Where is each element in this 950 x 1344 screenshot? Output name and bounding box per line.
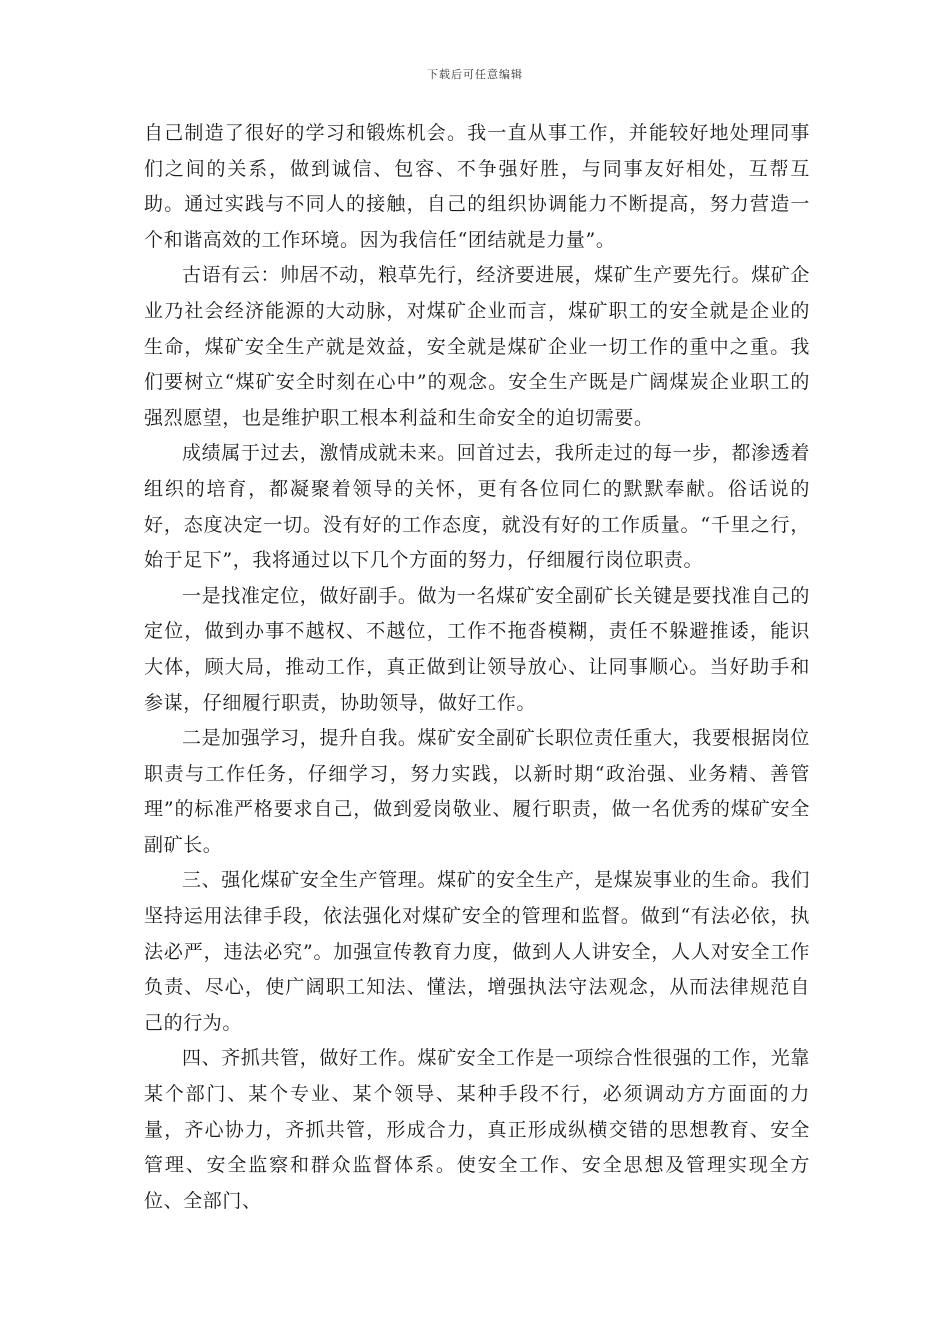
paragraph-4: 一是找准定位，做好副手。做为一名煤矿安全副矿长关键是要找准自己的定位，做到办事不越权、不越位，工作不拖沓模糊，责任不躲避推诿，能识大体，顾大局，推动工作，真正做到让领导放心、让同事顺心。当好助手和参谋，仔细履行职责，协助领导，做好工作。 xyxy=(144,584,810,714)
document-body xyxy=(144,116,810,1219)
paragraph-6: 三、强化煤矿安全生产管理。煤矿的安全生产，是煤炭事业的生命。我们坚持运用法律手段，依法强化对煤矿安全的管理和监督。做到“有法必依，执法必严，违法必究”。加强宣传教育力度，做到人人讲安全，人人对安全工作负责、尽心，使广阔职工知法、懂法，增强执法守法观念，从而法律规范自己的行为。 xyxy=(144,869,810,1034)
paragraph-5: 二是加强学习，提升自我。煤矿安全副矿长职位责任重大，我要根据岗位职责与工作任务，仔细学习，努力实践，以新时期“政治强、业务精、善管理”的标准严格要求自己，做到爱岗敬业、履行职责，做一名优秀的煤矿安全副矿长。 xyxy=(144,727,810,856)
paragraph-1: 自己制造了很好的学习和锻炼机会。我一直从事工作，并能较好地处理同事们之间的关系，做到诚信、包容、不争强好胜，与同事友好相处，互帮互助。通过实践与不同人的接触，自己的组织协调能力不断提高，努力营造一个和谐高效的工作环境。因为我信任“团结就是力量”。 xyxy=(144,122,810,251)
paragraph-2: 古语有云：帅居不动，粮草先行，经济要进展，煤矿生产要先行。煤矿企业乃社会经济能源的大动脉，对煤矿企业而言，煤矿职工的安全就是企业的生命，煤矿安全生产就是效益，安全就是煤矿企业一切工作的重中之重。我们要树立“煤矿安全时刻在心中”的观念。安全生产既是广阔煤炭企业职工的强烈愿望，也是维护职工根本利益和生命安全的迫切需要。 xyxy=(144,264,810,429)
paragraph-7: 四、齐抓共管，做好工作。煤矿安全工作是一项综合性很强的工作，光靠某个部门、某个专业、某个领导、某种手段不行，必须调动方方面面的力量，齐心协力，齐抓共管，形成合力，真正形成纵横交错的思想教育、安全管理、安全监察和群众监督体系。使安全工作、安全思想及管理实现全方位、全部门、 xyxy=(144,1047,810,1212)
paragraph-3: 成绩属于过去，激情成就未来。回首过去，我所走过的每一步，都渗透着组织的培育，都凝聚着领导的关怀，更有各位同仁的默默奉献。俗话说的好，态度决定一切。没有好的工作态度，就没有好的工作质量。“千里之行，始于足下”，我将通过以下几个方面的努力，仔细履行岗位职责。 xyxy=(144,442,810,572)
page-header: 下载后可任意编辑 xyxy=(427,68,523,81)
